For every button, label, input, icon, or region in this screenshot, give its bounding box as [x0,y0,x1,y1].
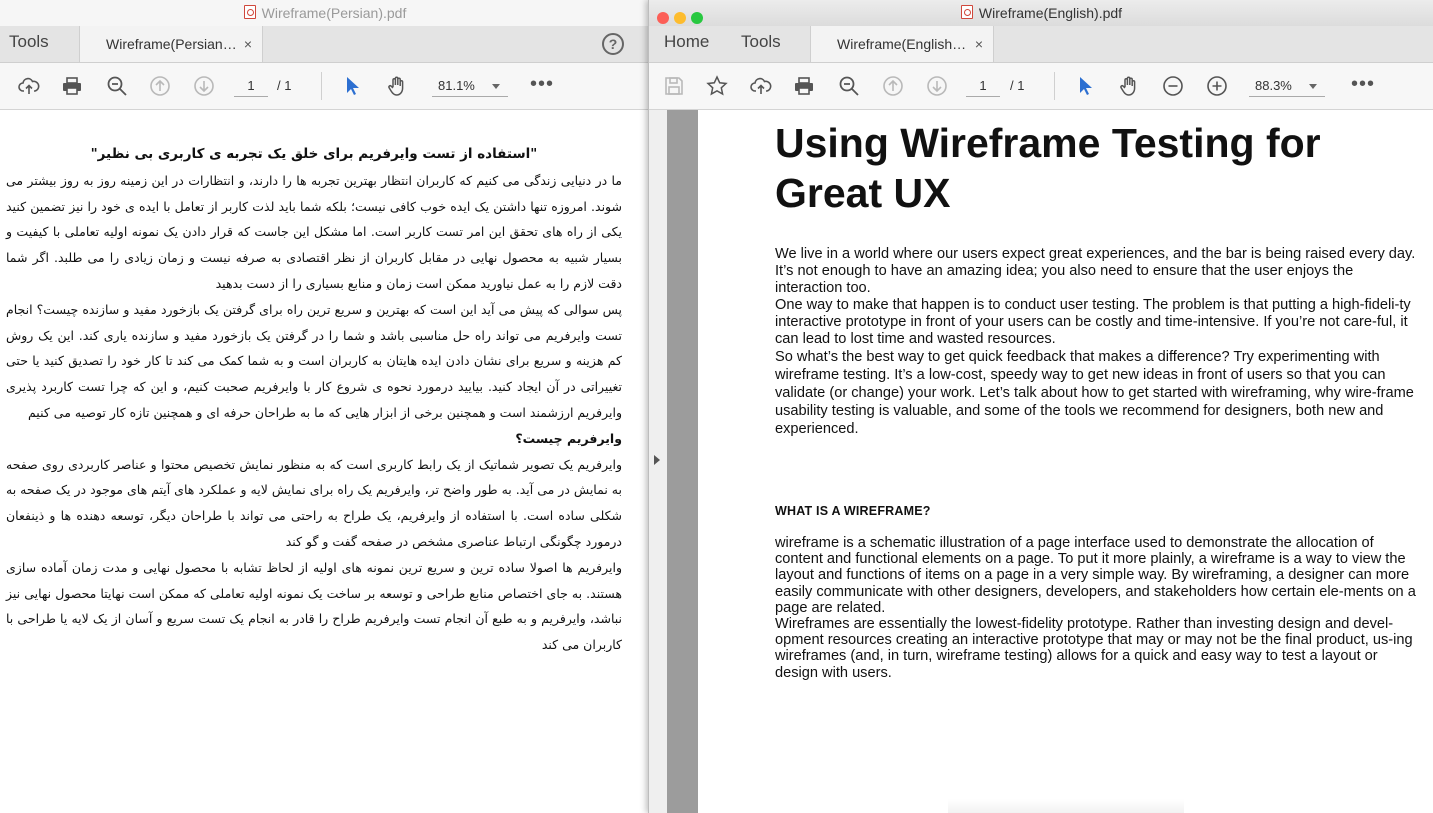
tab-document-english[interactable] [810,26,994,62]
english-window-title: Wireframe(English).pdf [978,5,1123,21]
persian-document-title: "استفاده از تست وایرفریم برای خلق یک تجربه ی کاربری بی نظیر" [90,146,538,162]
zoom-window-button[interactable] [691,12,703,24]
page-number-input[interactable]: 1 [966,76,1000,97]
pdf-file-icon [244,5,256,19]
page-number-input[interactable]: 1 [234,76,268,97]
chevron-down-icon [1309,84,1317,89]
more-options-icon[interactable]: ••• [530,73,555,95]
close-window-button[interactable] [657,12,669,24]
english-tab-bar [649,26,1433,63]
english-paragraph-2: One way to make that happen is to conduct user testing. The problem is that putting a high-fideli-ty interactive prototype in front of your users can be costly and time-intensive. If you’re not care-ful, it can lead to lost time and wasted resources. [775,297,1411,347]
english-section-text [775,535,1423,681]
tab-close-icon[interactable]: × [974,36,983,52]
persian-window-title: Wireframe(Persian).pdf [261,5,407,21]
english-pdf-window [648,0,1433,813]
persian-window-titlebar[interactable] [0,0,650,27]
page-bottom-shadow [948,799,1184,813]
more-options-icon[interactable]: ••• [1351,73,1376,95]
next-page-icon[interactable] [193,75,215,97]
english-paragraph-1: We live in a world where our users expect great experiences, and the bar is being raised every day. It’s not enough to have an amazing idea; you also need to ensure that the user enjoys the interaction too. [775,246,1416,296]
previous-page-icon[interactable] [149,75,171,97]
zoom-in-icon[interactable] [1206,75,1228,97]
zoom-out-search-icon[interactable] [838,75,860,97]
previous-page-icon[interactable] [882,75,904,97]
tab-home[interactable]: Home [664,32,710,51]
tab-document-label: Wireframe(Persian… [106,36,237,52]
english-paragraph-3: So what’s the best way to get quick feedback that makes a difference? Try experimenting with wireframe testing. It’s a low-cost, speedy way to get new ideas in front of users so that you can validate (or change) your work. Let’s talk about how to get started with wireframing, why wire-frame usability testing is valuable, and some of the tools we recommend for designers, both new and experienced. [775,349,1414,437]
chevron-down-icon [492,84,500,89]
select-cursor-icon[interactable] [1075,75,1097,97]
print-icon[interactable] [793,75,815,97]
persian-paragraph-3: وایرفریم یک تصویر شماتیک از یک رابط کاربری است که به منظور نمایش تخصیص محتوا و عناصر کاربردی روی صفحه به نمایش در می آید. به طور واضح تر، وایرفریم یک راه برای نمایش لایه و عملکرد های آیتم های موجود در یک صفحه به شکلی ساده است. با استفاده از وایرفریم، یک طراح به راحتی می تواند با طراحان دیگر، توسعه دهنده ها و ذینفعان درمورد چگونگی ارتباط عناصری مشخص در صفحه گفت و گو کند [6,456,622,549]
zoom-out-icon[interactable] [1162,75,1184,97]
zoom-level-select[interactable] [1249,76,1325,97]
english-paragraph-5: Wireframes are essentially the lowest-fidelity prototype. Rather than investing design and devel-opment resources creating an interactive prototype that may or may not be the final product, us-ing wireframes (and, in turn, wireframe testing) allows for a quick and easy way to test a layout or design with users. [775,616,1413,681]
english-document-page [698,110,1433,813]
upload-cloud-icon[interactable] [750,75,772,97]
zoom-level-value: 81.1% [438,78,475,93]
toolbar-divider [321,72,322,100]
persian-paragraph-2: پس سوالی که پیش می آید این است که بهترین و سریع ترین راه برای گرفتن یک بازخورد مفید و سازنده چیست؟ انجام تست وایرفریم می تواند راه حل مناسبی باشد و شما را در گرفتن یک بازخورد مفید و سازنده یاری کند. این یک روش کم هزینه و سریع برای نشان دادن ایده هایتان به کاربران است و به شما کمک می کند تا کار خود را تصدیق کنید یا حتی تغییراتی در آن ایجاد کنید. بیایید درمورد نحوه ی شروع کار با وایرفریم صحبت کنیم، و این که چرا تست کاربرد پذیری وایرفریم ارزشمند است و همچنین برخی از ابزار هایی که ما به طراحان حرفه ای و همچنین تازه کار توصیه می کنیم [6,301,622,420]
hand-tool-icon[interactable] [1118,75,1140,97]
star-icon[interactable] [706,75,728,97]
english-intro-text [775,246,1423,438]
pdf-file-icon [961,5,973,19]
upload-cloud-icon[interactable] [18,75,40,97]
page-total: / 1 [277,78,292,93]
persian-document-text [6,142,622,658]
persian-toolbar [0,63,650,110]
persian-paragraph-1: ما در دنیایی زندگی می کنیم که کاربران انتظار بهترین تجربه ها را دارند، و انتظارات در این زمینه روز به روز بیشتر می شوند. امروزه تنها داشتن یک ایده خوب کافی نیست؛ بلکه شما باید لذت کاربر از تعامل با ایده ی خود را نیز تضمین کنید یکی از راه های تحقق این امر تست کاربر است. اما مشکل این جاست که قرار دادن یک نمونه اولیه تعاملی با کیفیت و بسیار شبیه به محصول نهایی در مقابل کاربران از نظر اقتصادی به صرفه نیست و زمان زیادی را می طلبد. اگر شما دقت لازم را به عمل نیاورید ممکن است زمان و منابع بسیاری را از دست بدهید [6,172,622,291]
tab-tools[interactable]: Tools [741,32,781,51]
minimize-window-button[interactable] [674,12,686,24]
print-icon[interactable] [61,75,83,97]
tab-document-persian[interactable] [79,26,263,62]
tab-tools[interactable]: Tools [9,32,49,51]
page-total: / 1 [1010,78,1025,93]
persian-document-page [0,110,650,813]
english-paragraph-4: wireframe is a schematic illustration of a page interface used to demonstrate the allocation of content and functional elements on a page. To put it more plainly, a wireframe is a way to view the layout and functions of items on a page in a very simple way. By wireframing, a designer can more easily communicate with other designers, developers, and stakeholders how certain ele-ments on a page are related. [775,535,1416,616]
chevron-right-icon [654,455,660,465]
save-icon[interactable] [663,75,685,97]
zoom-level-value: 88.3% [1255,78,1292,93]
zoom-level-select[interactable] [432,76,508,97]
persian-heading: وایرفریم چیست؟ [515,430,622,446]
persian-tab-bar [0,26,650,63]
help-icon[interactable]: ? [602,33,624,55]
tab-document-label: Wireframe(English… [837,36,967,52]
english-document-title: Using Wireframe Testing for Great UX [775,120,1321,216]
document-margin-strip [667,110,698,813]
toolbar-divider [1054,72,1055,100]
english-toolbar [649,63,1433,110]
english-window-titlebar[interactable] [649,0,1433,27]
select-cursor-icon[interactable] [342,75,364,97]
persian-paragraph-4: وایرفریم ها اصولا ساده ترین و سریع ترین نمونه های اولیه از لحاظ تشابه با محصول نهایی و مدت زمان آماده سازی هستند. به جای اختصاص منابع طراحی و توسعه بر ساخت یک نمونه اولیه تعاملی که ممکن است نهایتا محصول نهایی نیز نباشد، وایرفریم و به طبع آن انجام تست وایرفریم طراح را قادر به انجام یک تست سریع و آسان از یک لایه یا طراحی با کاربران می کند [6,559,622,653]
english-section-heading: WHAT IS A WIREFRAME? [775,504,931,518]
zoom-out-search-icon[interactable] [106,75,128,97]
hand-tool-icon[interactable] [386,75,408,97]
persian-pdf-window [0,0,650,813]
tab-close-icon[interactable]: × [243,36,252,52]
next-page-icon[interactable] [926,75,948,97]
